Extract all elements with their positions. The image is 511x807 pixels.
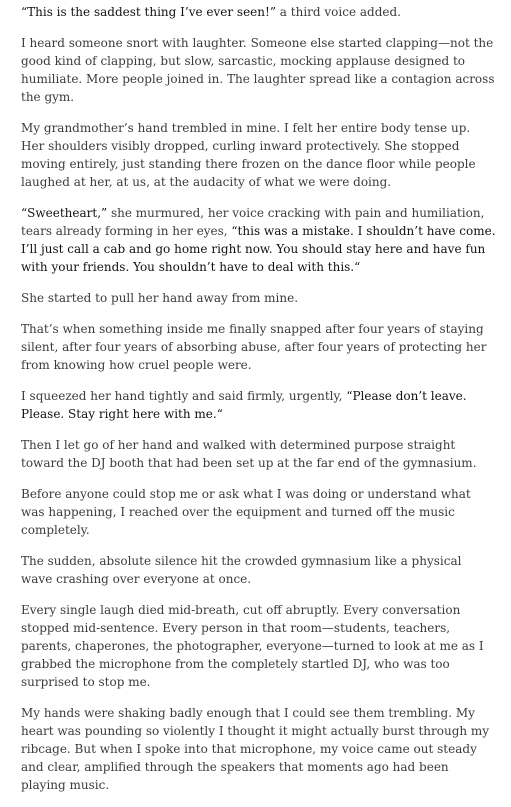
paragraph bbox=[21, 34, 496, 106]
narration-text: I heard someone snort with laughter. Someone else started clapping—not the good kind of clapping, but slow, sarcastic, mocking applause designed to humiliate. More people joined in. The laughter spread like a contagion across the gym. bbox=[21, 36, 495, 104]
dialogue-text: “This is the saddest thing I’ve ever seen!” bbox=[21, 5, 276, 19]
narration-text: Before anyone could stop me or ask what I was doing or understand what was happening, I reached over the equipment and turned off the music completely. bbox=[21, 487, 471, 537]
narration-text: That’s when something inside me finally snapped after four years of staying silent, after four years of absorbing abuse, after four years of protecting her from knowing how cruel people were. bbox=[21, 322, 487, 372]
narration-text: My grandmother’s hand trembled in mine. I felt her entire body tense up. Her shoulders visibly dropped, curling inward protectively. She stopped moving entirely, just standing there frozen on the dance floor while people laughed at her, at us, at the audacity of what we were doing. bbox=[21, 121, 476, 189]
narration-text: I squeezed her hand tightly and said firmly, urgently, bbox=[21, 389, 347, 403]
paragraph bbox=[21, 387, 496, 423]
paragraph bbox=[21, 320, 496, 374]
dialogue-text: “Sweetheart,” bbox=[21, 206, 108, 220]
narration-text: The sudden, absolute silence hit the crowded gymnasium like a physical wave crashing over everyone at once. bbox=[21, 554, 462, 586]
paragraph bbox=[21, 436, 496, 472]
paragraph bbox=[21, 3, 496, 21]
paragraph bbox=[21, 704, 496, 794]
paragraph bbox=[21, 204, 496, 276]
paragraph bbox=[21, 485, 496, 539]
dialogue-text: “this was a mistake. I shouldn’t have come. I’ll just call a cab and go home right now. You should stay here and have fun with your friends. You shouldn’t have to deal with this.“ bbox=[21, 224, 496, 274]
article-body bbox=[21, 0, 496, 807]
narration-text: she murmured, her voice cracking with pain and humiliation, tears already forming in her eyes, bbox=[21, 206, 485, 238]
dialogue-text: “Please don’t leave. Please. Stay right here with me.“ bbox=[21, 389, 467, 421]
paragraph bbox=[21, 119, 496, 191]
narration-text: My hands were shaking badly enough that I could see them trembling. My heart was pounding so violently I thought it might actually burst through my ribcage. But when I spoke into that microphone, my voice came out steady and clear, amplified through the speakers that moments ago had been playing music. bbox=[21, 706, 490, 792]
paragraph bbox=[21, 601, 496, 691]
narration-text: Then I let go of her hand and walked with determined purpose straight toward the DJ booth that had been set up at the far end of the gymnasium. bbox=[21, 438, 477, 470]
narration-text: Every single laugh died mid-breath, cut off abruptly. Every conversation stopped mid-sentence. Every person in that room—students, teachers, parents, chaperones, the photographer, everyone—turned to look at me as I grabbed the microphone from the completely startled DJ, who was too surprised to stop me. bbox=[21, 603, 484, 689]
narration-text: She started to pull her hand away from mine. bbox=[21, 291, 299, 305]
narration-text: a third voice added. bbox=[275, 5, 401, 19]
paragraph bbox=[21, 552, 496, 588]
paragraph bbox=[21, 289, 496, 307]
